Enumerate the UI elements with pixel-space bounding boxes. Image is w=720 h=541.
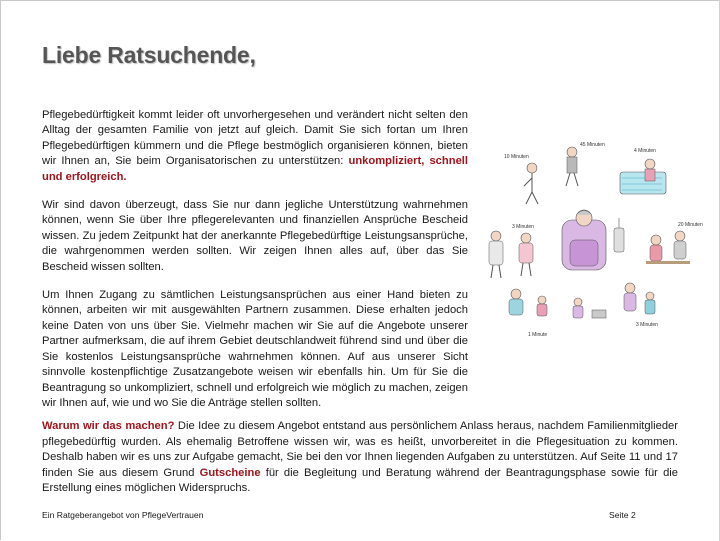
illustration-label: 4 Minuten: [634, 148, 656, 154]
why-text-a: Die Idee zu diesem Angebot entstand aus persönlichem Anlass heraus, nachdem Familienmitglieder pflegebedürftig wurden. Als ehemalig Betroffene wissen wir, was es heißt, unvorbereitet in die Pflegesituation zu kommen. Deshalb haben wir es uns zur Aufgabe gemacht, Sie bei den vor Ihnen liegenden Aufgaben zu unterstützen. Auf Seite 11 und 17 finden Sie aus diesem Grund: [42, 420, 678, 479]
illustration-figure-bottom: [573, 298, 606, 318]
illustration-label: 10 Minuten: [504, 154, 529, 160]
illustration-label: 20 Minuten: [678, 222, 703, 228]
illustration-figure-bottomleft: [509, 289, 547, 316]
intro-accent: unkompliziert, schnell und erfolgreich.: [42, 155, 469, 183]
illustration-center-figure: [562, 210, 606, 270]
footer-source: Ein Ratgeberangebot von PflegeVertrauen: [42, 510, 204, 520]
illustration-label: 3 Minuten: [636, 322, 658, 328]
page-number: Seite 2: [609, 510, 636, 520]
illustration-label: 3 Minuten: [512, 224, 534, 230]
page-title: Liebe Ratsuchende,: [42, 42, 256, 68]
illustration-label: 1 Minute: [528, 332, 548, 338]
paragraph-conviction: Wir sind davon überzeugt, dass Sie nur dann jegliche Unterstützung wahrnehmen können, wenn Sie über Ihre pflegerelevanten und finanziellen Ansprüche Bescheid wissen. Zu jedem Zeitpunkt hat der anerkannte Pflegebedürftige Leistungsansprüche, die wahrgenommen werden sollten. Wir zeigen Ihnen alles auf, über das Sie Bescheid wissen sollten.: [42, 199, 468, 273]
intro-text: Pflegebedürftigkeit kommt leider oft unvorhergesehen und verändert nicht selten den Alltag der gesamten Familie von jetzt auf gleich. Damit Sie sich fortan um Ihren Pflegebedürftigen kümmern und die Pflege bestmöglich organisieren können, bieten wir Ihnen an, Sie beim Organisatorischen zu unterstützen:: [42, 109, 468, 168]
why-heading: Warum wir das machen?: [42, 420, 175, 432]
care-illustration: [474, 140, 704, 340]
paragraph-intro: [42, 108, 468, 185]
illustration-label: 45 Minuten: [580, 142, 605, 148]
illustration-figure-topleft: [524, 163, 538, 204]
paragraph-partners: Um Ihnen Zugang zu sämtlichen Leistungsansprüchen aus einer Hand bieten zu können, arbeiten wir mit ausgewählten Partnern zusammen. Diese erhalten jedoch keine Daten von uns über Sie. Vielmehr machen wir Sie auf die Angebote unserer Partner aufmerksam, die auf ihrem Gebiet deutschlandweit führend sind und über die Sie kostenlos Leistungsansprüche wahrnehmen können. Auf aus unserer Sicht sinnvolle kostenpflichtige Zusatzangebote weisen wir ebenfalls hin. Um für Sie die Beantragung so unkompliziert, schnell und erfolgreich wie möglich zu machen, zeigen wir Ihnen auf, wie und wo Sie die Anträge stellen sollten.: [42, 289, 468, 409]
illustration-figure-right: [646, 231, 690, 264]
illustration-figure-left: [489, 231, 503, 278]
illustration-figure-top: [566, 147, 578, 186]
illustration-figure-left-inner: [519, 233, 533, 276]
illustration-bed-scene: [620, 159, 666, 194]
vouchers-highlight: Gutscheine: [199, 466, 261, 479]
illustration-figure-bottomright: [624, 283, 655, 314]
intro-column: [42, 108, 468, 424]
paragraph-why: [42, 419, 678, 497]
illustration-device: [614, 218, 624, 252]
why-text-b: für die Begleitung und Beratung während der Beantragungsphase sowie für die Erstellung eines möglichen Widerspruchs.: [42, 466, 678, 495]
